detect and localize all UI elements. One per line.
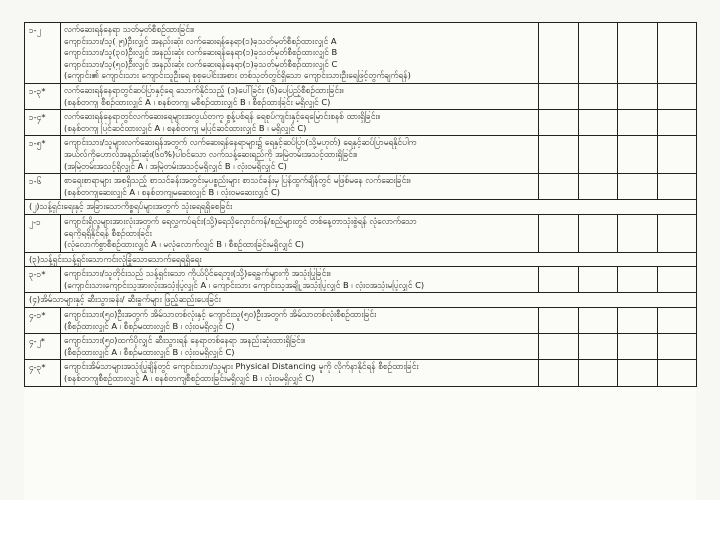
item-text — [61, 360, 539, 386]
item-number: ၁-၂ — [25, 23, 61, 84]
item-text-line: ရေကိုရရှိနိုင်ရန် စီစဉ်ထားခြင်း — [64, 227, 152, 238]
rating-cell[interactable] — [578, 110, 618, 136]
rating-cell[interactable] — [539, 334, 579, 360]
checklist-sheet — [24, 22, 696, 500]
item-text-line: (စနစ်တကျ စီစဉ်ထားလျှင် A ၊ စနစ်တကျ မစီစဉ်ထားလျှင် B ၊ စီစဉ်ထားခြင်း မရှိလျှင် C) — [64, 96, 331, 107]
rating-cell[interactable] — [578, 214, 618, 252]
rating-cell[interactable] — [618, 23, 658, 84]
rating-cell[interactable] — [657, 308, 697, 334]
page-bottom-margin — [0, 500, 720, 556]
checklist-row — [25, 334, 697, 360]
item-text-line: ကျောင်းသား(၅၀)ထက်ပိုလျှင် ဆီးသွားရန် နေရာတစ်နေရာ အနည်းဆုံးထားရှိခြင်း။ — [64, 335, 306, 346]
rating-cell[interactable] — [539, 174, 579, 200]
item-text-line: ကျောင်းသား/သူများလက်ဆေးရန်အတွက် လက်ဆေးရန်နေရာများ၌ ရေနှင့်ဆပ်ပြာ(သို့မဟုတ်) ရေနှင့်ဆပ်ပြာမရနိုင်ပါက — [64, 137, 417, 148]
rating-cell[interactable] — [539, 308, 579, 334]
section-row — [25, 252, 697, 267]
rating-cell[interactable] — [657, 214, 697, 252]
item-text — [61, 110, 539, 136]
rating-cell[interactable] — [618, 83, 658, 109]
item-text — [61, 23, 539, 84]
item-number: ၁-၆ — [25, 174, 61, 200]
rating-cell[interactable] — [618, 110, 658, 136]
item-number: ၄-၃* — [25, 360, 61, 386]
rating-cell[interactable] — [578, 334, 618, 360]
rating-cell[interactable] — [618, 308, 658, 334]
rating-cell[interactable] — [618, 136, 658, 174]
item-text-line: ကျောင်းသား/သူ(၃၀)ဦးလျှင် အနည်းဆုံး လက်ဆေးရန်နေရာ(၁)ခုသတ်မှတ်စီစဉ်ထားလျှင် B — [64, 47, 338, 58]
item-text — [61, 136, 539, 174]
checklist-row — [25, 83, 697, 109]
item-text — [61, 267, 539, 293]
item-text-line: လက်ဆေးရန်နေရာ သတ်မှတ်စီစဉ်ထားခြင်း။ — [64, 24, 195, 34]
rating-cell[interactable] — [657, 174, 697, 200]
item-text-line: လက်ဆေးရန်နေရာတွင်ဆပ်ပြာနှင့်ရေ သောက်နိုင်သည့် (ဒ)ပေါ်ခြင်း (၆)ပေပြည့်စီစဉ်ထားခြင်း။ — [64, 84, 344, 95]
rating-cell[interactable] — [578, 267, 618, 293]
item-number: ၂-၁ — [25, 214, 61, 252]
item-text-line: (အမြဲတမ်းအသင့်ရှိလျှင် A ၊ အမြဲတမ်းအသင့်မရှိလျှင် B ၊ လုံးဝမရှိလျှင် C) — [64, 160, 287, 171]
rating-cell[interactable] — [657, 360, 697, 386]
rating-cell[interactable] — [539, 83, 579, 109]
rating-cell[interactable] — [578, 23, 618, 84]
checklist-row — [25, 174, 697, 200]
checklist-body — [25, 23, 697, 387]
item-text — [61, 83, 539, 109]
item-text-line: (စနစ်တကျဆေးလျှင် A ၊ စနစ်တကျမဆေးလျှင် B ၊ လုံးဝမဆေးလျှင် C) — [64, 186, 280, 197]
checklist-row — [25, 110, 697, 136]
rating-cell[interactable] — [618, 214, 658, 252]
item-text-line: စာရေးစာရာများ အစရှိသည့် စာသင်ခန်းအတွင်းမှပစ္စည်းများ စာသင်ခန်းမှ ပြန်ထွက်ချိန်တွင် မဖြစ်မနေ လက်ဆေးခြင်း။ — [64, 175, 411, 186]
rating-cell[interactable] — [539, 267, 579, 293]
rating-cell[interactable] — [539, 110, 579, 136]
item-text — [61, 308, 539, 334]
rating-cell[interactable] — [657, 267, 697, 293]
item-text-line: (စနစ်တကျ ပြင်ဆင်ထားလျှင် A ၊ စနစ်တကျ မပြင်ဆင်ထားလျှင် B ၊ မရှိလျှင် C) — [64, 122, 307, 133]
item-number: ၃-၁* — [25, 267, 61, 293]
item-number: ၄-၁* — [25, 308, 61, 334]
item-text-line: ကျောင်းသား/သူ(၂၅)ဦးလျှင် အနည်းဆုံး လက်ဆေးရန်နေရာ(၁)ခုသတ်မှတ်စီစဉ်ထားလျှင် A — [64, 35, 337, 46]
rating-cell[interactable] — [539, 360, 579, 386]
rating-cell[interactable] — [618, 267, 658, 293]
section-heading: (၄)အိမ်သာများနှင့် ဆီးသွားခန်း/ ဆီးခွက်များ ဖြည့်ဆည်းပေးခြင်း — [25, 293, 697, 308]
item-text-line: (စီစဉ်ထားလျှင် A ၊ စီစဉ်မထားလျှင် B ၊ လုံးဝမရှိလျှင် C) — [64, 346, 235, 357]
rating-cell[interactable] — [539, 136, 579, 174]
item-text-line: (စီစဉ်ထားလျှင် A ၊ စီစဉ်မထားလျှင် B ၊ လုံးဝမရှိလျှင် C) — [64, 320, 235, 331]
item-text-line: လက်ဆေးရန်နေရာတွင်လက်ဆေးရေများအလွယ်တကူ စွန့်ပစ်ရန် ရေစုပ်ကျင်းနှင့်ရေမြောင်းစနစ် ထားရှိခြင်း။ — [64, 111, 381, 122]
section-heading: (၃)သန့်ရှင်းသန့်ရှင်းသောကင်းလုံခြုံသောသောက်ရေရရှိရေး — [25, 252, 697, 267]
rating-cell[interactable] — [657, 110, 697, 136]
rating-cell[interactable] — [657, 136, 697, 174]
item-text-line: ကျောင်းသား(၅၀)ဦးအတွက် အိမ်သာတစ်လုံးနှင့် ကျောင်းသူ(၅၀)ဦးအတွက် အိမ်သာတစ်လုံးစီစဉ်ထားခြင်း — [64, 309, 377, 320]
item-text — [61, 334, 539, 360]
rating-cell[interactable] — [578, 136, 618, 174]
rating-cell[interactable] — [657, 334, 697, 360]
item-number: ၁-၄* — [25, 110, 61, 136]
item-text-line: ကျောင်းသား/သူ(၅၀)ဦးလျှင် အနည်းဆုံး လက်ဆေးရန်နေရာ(၁)ခုသတ်မှတ်စီစဉ်ထားလျှင် C — [64, 58, 338, 69]
item-number: ၄-၂* — [25, 334, 61, 360]
checklist-row — [25, 267, 697, 293]
item-text-line: ကျောင်းသား/သူတိုင်းသည် သန့်ရှင်းသော ကိုယ်ပိုင်ရေဘူး(သို့)ရေခွက်များကို အသုံးပြုခြင်း။ — [64, 268, 331, 279]
section-heading: (၂)သန့်ရှင်းရေးနှင့် အခြားသောကိစ္စရပ်များအတွက် သုံးရေရရှိစေခြင်း — [25, 200, 697, 215]
checklist-row — [25, 308, 697, 334]
rating-cell[interactable] — [618, 174, 658, 200]
section-row — [25, 200, 697, 215]
item-number: ၁-၅* — [25, 136, 61, 174]
rating-cell[interactable] — [539, 214, 579, 252]
rating-cell[interactable] — [618, 360, 658, 386]
checklist-row — [25, 136, 697, 174]
rating-cell[interactable] — [578, 308, 618, 334]
item-text — [61, 214, 539, 252]
rating-cell[interactable] — [618, 334, 658, 360]
section-row — [25, 293, 697, 308]
rating-cell[interactable] — [578, 83, 618, 109]
rating-cell[interactable] — [657, 23, 697, 84]
item-text-line: ကျောင်းအိမ်သာများအသုံးပြုချိန်တွင် ကျောင်းသား/သူများ Physical Distancing မူကို လိုက်နာနိုင်ရန် စီစဉ်ထားခြင်း — [64, 361, 419, 372]
item-text-line: (စနစ်တကျစီစဉ်ထားလျှင် A ၊ စနစ်တကျစီစဉ်ထားခြင်းမရှိလျှင် B ၊ လုံးဝမရှိလျှင် C) — [64, 373, 315, 384]
item-text-line: အယ်လ်ကိုဟောလ်အနည်းဆုံး(၆၀%)ပါဝင်သော လက်သန့်ဆေးရည်ကို အမြဲတမ်းအသင့်ထားရှိခြင်း။ — [64, 148, 358, 159]
item-text-line: (လုံလောက်စွာစီစဉ်ထားလျှင် A ၊ မလုံလောက်လျှင် B ၊ စီစဉ်ထားခြင်းမရှိလျှင် C) — [64, 239, 304, 250]
rating-cell[interactable] — [657, 83, 697, 109]
checklist-row — [25, 23, 697, 84]
item-text-line: (ကျောင်း၏ ကျောင်းသား ကျောင်းသူဦးရေ စုစုပေါင်းအစား တစ်သုတ်တွင်ရှိသော ကျောင်းသားဦးရေဖြင့်တွက်ချက်ရန်) — [64, 70, 411, 81]
rating-cell[interactable] — [539, 23, 579, 84]
item-text-line: ကျောင်းရှိလူများအားလုံးအတွက် ရေလွှကပ်ရင်း(သို့)ရေသိုလှောင်ကန်/စည်များတွင် တစ်နေ့တာသုံးစွဲရန် လုံလောက်သော — [64, 215, 417, 226]
item-number: ၁-၃* — [25, 83, 61, 109]
checklist-row — [25, 360, 697, 386]
checklist-table — [24, 22, 697, 387]
rating-cell[interactable] — [578, 174, 618, 200]
checklist-row — [25, 214, 697, 252]
item-text-line: (ကျောင်းသားကျောင်းသူအားလုံးအသုံးပြုလျှင် A ၊ ကျောင်းသား ကျောင်းသူအချို့ အသုံးပြုလျှင် B ၊ လုံးဝအသုံးမပြုလျှင် C) — [64, 279, 425, 290]
item-text — [61, 174, 539, 200]
rating-cell[interactable] — [578, 360, 618, 386]
